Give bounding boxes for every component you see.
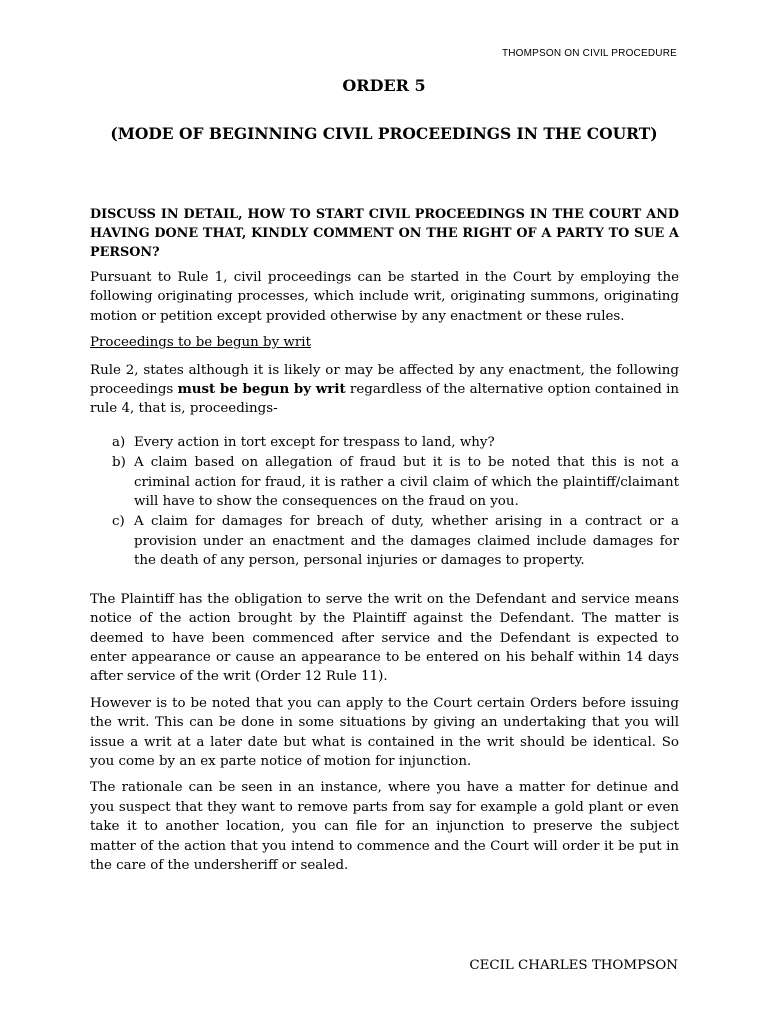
list-item bbox=[90, 512, 679, 570]
proceedings-list bbox=[90, 433, 679, 571]
list-item-text: Every action in tort except for trespass to land, why? bbox=[134, 434, 495, 450]
list-marker: a) bbox=[112, 434, 126, 450]
paragraph-rule-1: Pursuant to Rule 1, civil proceedings can be started in the Court by employing the following originating processes, which include writ, originating summons, originating motion or petition except provided otherwise by any enactment or these rules. bbox=[90, 270, 679, 324]
paragraph-rule-2 bbox=[90, 361, 679, 419]
document-body bbox=[90, 205, 679, 882]
running-header: THOMPSON ON CIVIL PROCEDURE bbox=[501, 48, 677, 59]
question-heading: DISCUSS IN DETAIL, HOW TO START CIVIL PROCEEDINGS IN THE COURT AND HAVING DONE THAT, KINDLY COMMENT ON THE RIGHT OF A PARTY TO SUE A PERSON? bbox=[90, 207, 679, 260]
emphasis-must-be-begun-by-writ: must be begun by writ bbox=[177, 381, 346, 398]
page-subtitle: (MODE OF BEGINNING CIVIL PROCEEDINGS IN THE COURT) bbox=[110, 124, 658, 143]
author-footer: CECIL CHARLES THOMPSON bbox=[469, 958, 678, 973]
paragraph-rule-2-text: Rule 2, states although it is likely or may be affected by any enactment, the following proceedings bbox=[90, 362, 679, 398]
paragraph-service: The Plaintiff has the obligation to serve the writ on the Defendant and service means notice of the action brought by the Plaintiff against the Defendant. The matter is deemed to have been commenced after service and the Defendant is expected to enter appearance or cause an appearance to be entered on his behalf within 14 days after service of the writ (Order 12 Rule 11). bbox=[90, 591, 679, 685]
list-item-text: A claim based on allegation of fraud but it is to be noted that this is not a criminal action for fraud, it is rather a civil claim of which the plaintiff/claimant will have to show the consequences on the fraud on you. bbox=[134, 455, 679, 510]
list-marker: b) bbox=[112, 455, 126, 471]
paragraph-rationale: The rationale can be seen in an instance, where you have a matter for detinue and you suspect that they want to remove parts from say for example a gold plant or even take it to another location, you can file for an injunction to preserve the subject matter of the action that you intend to commence and the Court will order it be put in the care of the undersheriff or sealed. bbox=[90, 780, 679, 873]
list-item bbox=[90, 433, 679, 452]
paragraph-orders-before-writ: However is to be noted that you can apply to the Court certain Orders before issuing the writ. This can be done in some situations by giving an undertaking that you will issue a writ at a later date but what is contained in the writ should be identical. So you come by an ex parte notice of motion for injunction. bbox=[90, 695, 679, 769]
list-marker: c) bbox=[112, 514, 125, 530]
paragraph-rule-2-text-end: regardless of the alternative option contained in rule 4, that is, proceedings- bbox=[90, 382, 680, 417]
section-heading: Proceedings to be begun by writ bbox=[90, 335, 311, 351]
list-item bbox=[90, 453, 679, 511]
page-title: ORDER 5 bbox=[342, 76, 426, 95]
list-item-text: A claim for damages for breach of duty, whether arising in a contract or a provision under an enactment and the damages claimed include damages for the death of any person, personal injuries or damages to property. bbox=[134, 514, 679, 569]
